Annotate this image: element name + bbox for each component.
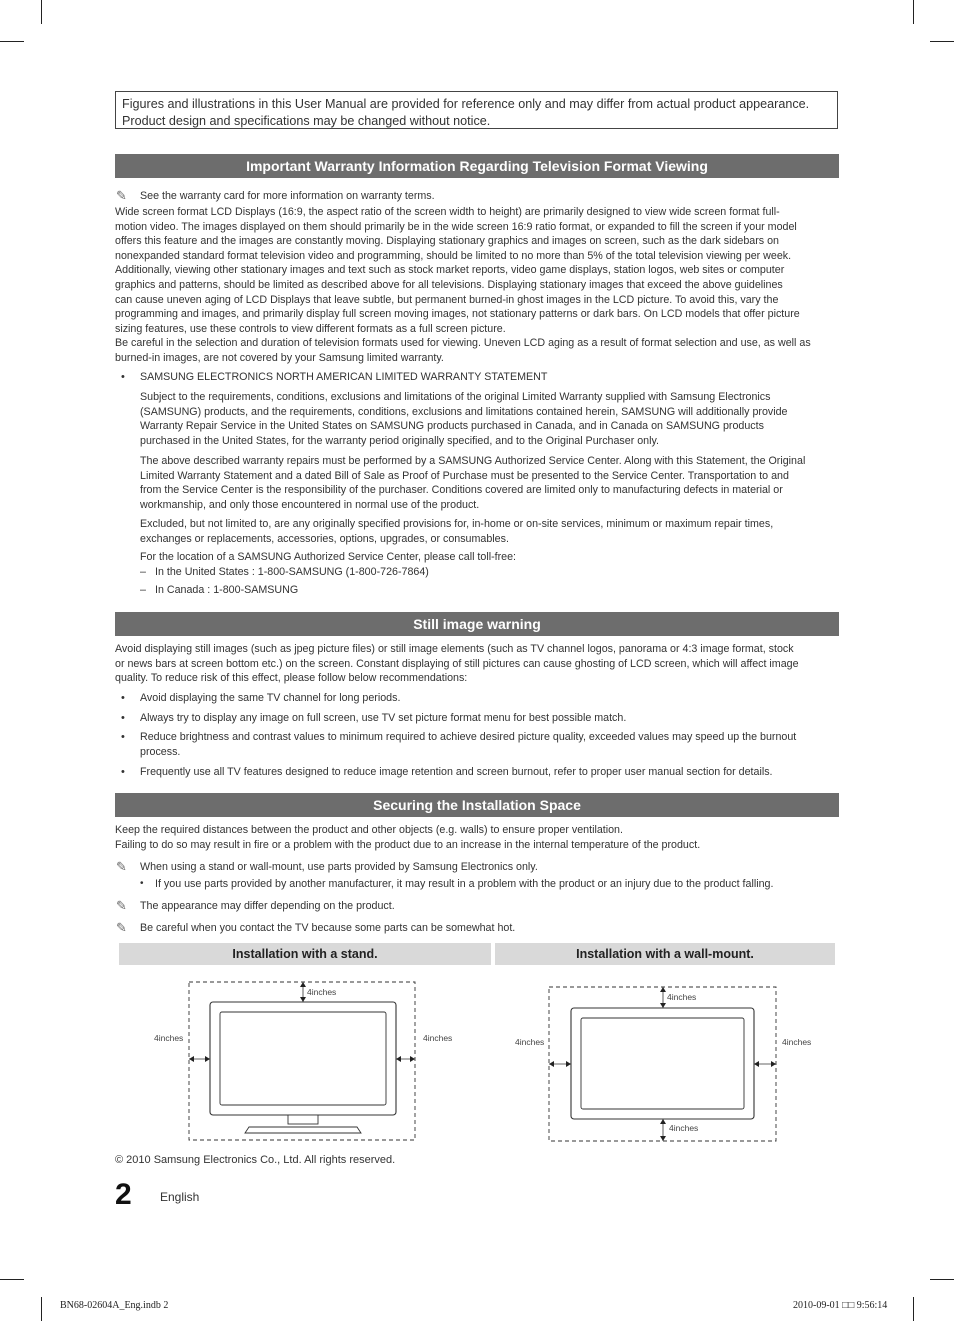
installation-note-1-sub: If you use parts provided by another manufacturer, it may result in a problem with the product or an injury due to the product falling. <box>155 878 774 890</box>
para-line: exchanges or replacements, accessories, options, upgrades, or consumables. <box>140 532 509 545</box>
page-number: 2 <box>115 1178 132 1211</box>
installation-note-3: Be careful when you contact the TV because some parts can be somewhat hot. <box>140 922 516 934</box>
wall-install-header: Installation with a wall-mount. <box>495 943 835 965</box>
para-line: Limited Warranty Statement and a dated Bill of Sale as Proof of Purchase must be presented to the Service Center. Transportation to and <box>140 469 789 482</box>
still-bullet-3-line: process. <box>140 745 181 758</box>
bullet: • <box>121 692 125 704</box>
still-bullet-2: Always try to display any image on full screen, use TV set picture format menu for best possible match. <box>140 712 627 724</box>
stand-install-header: Installation with a stand. <box>119 943 491 965</box>
warranty-line: Additionally, viewing other stationary images and text such as stock market reports, video game displays, station logos, web sites or computer <box>115 264 785 277</box>
note-pencil-icon: ✎ <box>116 920 127 935</box>
warranty-body <box>115 205 839 366</box>
still-bullet-4: Frequently use all TV features designed to reduce image retention and screen burnout, refer to proper user manual section for details. <box>140 766 773 778</box>
phone-canada: In Canada : 1-800-SAMSUNG <box>155 584 299 596</box>
copyright: © 2010 Samsung Electronics Co., Ltd. All rights reserved. <box>115 1154 396 1166</box>
warranty-line: Be careful in the selection and duration of television formats used for viewing. Uneven LCD aging as a result of format selection and use, as well as <box>115 337 811 350</box>
file-slug: BN68-02604A_Eng.indb 2 <box>60 1300 169 1311</box>
warranty-line: burned-in images, are not covered by your Samsung limited warranty. <box>115 351 444 364</box>
para-line: from the Service Center is the responsibility of the purchaser. Conditions covered are limited only to manufacturing defects in material or <box>140 484 783 497</box>
para-line: workmanship, and only those encountered in normal use of the product. <box>140 498 480 511</box>
wall-left-gap-label: 4inches <box>515 1037 545 1047</box>
warranty-line: motion video. The images displayed on them should primarily be in the wide screen 16:9 ratio format, or expanded to fill the screen if your model <box>115 220 797 233</box>
installation-note-1: When using a stand or wall-mount, use parts provided by Samsung Electronics only. <box>140 861 538 873</box>
para-line: Warranty Repair Service in the United States on SAMSUNG products purchased in Canada, and in Canada on SAMSUNG products <box>140 420 764 433</box>
still-line: or news bars at screen bottom etc.) on the screen. Constant displaying of still pictures can cause ghosting of LCD screen, which will affect image <box>115 657 799 670</box>
page-language: English <box>160 1190 200 1204</box>
bullet: • <box>121 731 125 743</box>
still-image-section-header: Still image warning <box>115 612 839 636</box>
still-image-body <box>115 642 839 686</box>
note-pencil-icon: ✎ <box>116 859 127 874</box>
bullet: • <box>121 371 125 383</box>
bullet: • <box>140 878 144 889</box>
para-line: purchased in the United States, for the warranty period originally specified, and to the Original Purchaser only. <box>140 434 660 447</box>
warranty-line: can cause uneven aging of LCD Displays that leave subtle, but permanent burned-in ghost images in the LCD picture. To avoid this, vary the <box>115 293 779 306</box>
warranty-section-header: Important Warranty Information Regarding Television Format Viewing <box>115 154 839 178</box>
print-timestamp: 2010-09-01 □□ 9:56:14 <box>793 1300 888 1311</box>
warranty-para-3 <box>140 517 840 546</box>
warranty-statement-bullet: SAMSUNG ELECTRONICS NORTH AMERICAN LIMITED WARRANTY STATEMENT <box>140 371 548 383</box>
dash: – <box>140 584 146 596</box>
warranty-para-2 <box>140 454 840 512</box>
note-pencil-icon: ✎ <box>116 898 127 913</box>
note-pencil-icon: ✎ <box>116 188 127 203</box>
stand-right-gap-label: 4inches <box>423 1033 453 1043</box>
warranty-para-1 <box>140 390 840 448</box>
warranty-line: nonexpanded standard format television video and programming, should be limited to no more than 5% of the total television viewing per week. <box>115 249 792 262</box>
warranty-line: offers this feature and the images are constantly moving. Displaying stationary graphics and images on screen, such as the dark sidebars on <box>115 235 779 248</box>
para-line: Subject to the requirements, conditions, exclusions and limitations of the original Limited Warranty supplied with Samsung Electronics <box>140 391 771 403</box>
still-bullet-3-line: Reduce brightness and contrast values to minimum required to achieve desired picture quality, exceeded values may speed up the burnout <box>140 731 797 743</box>
stand-clearance-diagram <box>145 975 453 1145</box>
warranty-line: programming and images, and primarily display full screen moving images, not stationary patterns or dark bars. On LCD models that offer picture <box>115 308 800 321</box>
disclaimer-box <box>115 91 838 129</box>
para-line: (SAMSUNG) products, and the requirements, conditions, exclusions and limitations contained herein, SAMSUNG will additionally provide <box>140 405 788 418</box>
wall-right-gap-label: 4inches <box>782 1037 812 1047</box>
bullet: • <box>121 712 125 724</box>
wall-mount-clearance-diagram <box>505 975 815 1145</box>
disclaimer-line-2: Product design and specifications may be changed without notice. <box>122 114 491 128</box>
warranty-line: graphics and patterns, should be limited as described above for all televisions. Displaying stationary images that exceed the above guidelines <box>115 278 783 291</box>
bullet: • <box>121 766 125 778</box>
para-line: Excluded, but not limited to, are any originally specified provisions for, in-home or on-site services, minimum or maximum repair times, <box>140 518 774 530</box>
warranty-line: Wide screen format LCD Displays (16:9, the aspect ratio of the screen width to height) are primarily designed to view wide screen format full- <box>115 206 780 218</box>
installation-line-1: Keep the required distances between the product and other objects (e.g. walls) to ensure proper ventilation. <box>115 824 623 836</box>
wall-bottom-gap-label: 4inches <box>669 1123 699 1133</box>
disclaimer-line-1: Figures and illustrations in this User Manual are provided for reference only and may differ from actual product appearance. <box>122 97 810 111</box>
installation-note-2: The appearance may differ depending on the product. <box>140 900 395 912</box>
wall-top-gap-label: 4inches <box>667 992 697 1002</box>
still-line: quality. To reduce risk of this effect, please follow below recommendations: <box>115 672 468 685</box>
installation-section-header: Securing the Installation Space <box>115 793 839 817</box>
still-bullet-3 <box>140 730 840 759</box>
para-line: The above described warranty repairs must be performed by a SAMSUNG Authorized Service Center. Along with this Statement, the Original <box>140 455 806 467</box>
phone-us: In the United States : 1-800-SAMSUNG (1-800-726-7864) <box>155 566 429 578</box>
still-line: Avoid displaying still images (such as jpeg picture files) or still image elements (such as TV channel logos, panorama or 4:3 image format, stock <box>115 643 794 655</box>
warranty-note: See the warranty card for more information on warranty terms. <box>140 190 435 202</box>
warranty-para-4: For the location of a SAMSUNG Authorized Service Center, please call toll-free: <box>140 551 517 563</box>
warranty-line: sizing features, use these controls to view different formats as a full screen picture. <box>115 322 506 335</box>
still-bullet-1: Avoid displaying the same TV channel for long periods. <box>140 692 401 704</box>
stand-left-gap-label: 4inches <box>154 1033 184 1043</box>
stand-top-gap-label: 4inches <box>307 987 337 997</box>
dash: – <box>140 566 146 578</box>
installation-line-2: Failing to do so may result in fire or a problem with the product due to an increase in the internal temperature of the product. <box>115 839 701 851</box>
